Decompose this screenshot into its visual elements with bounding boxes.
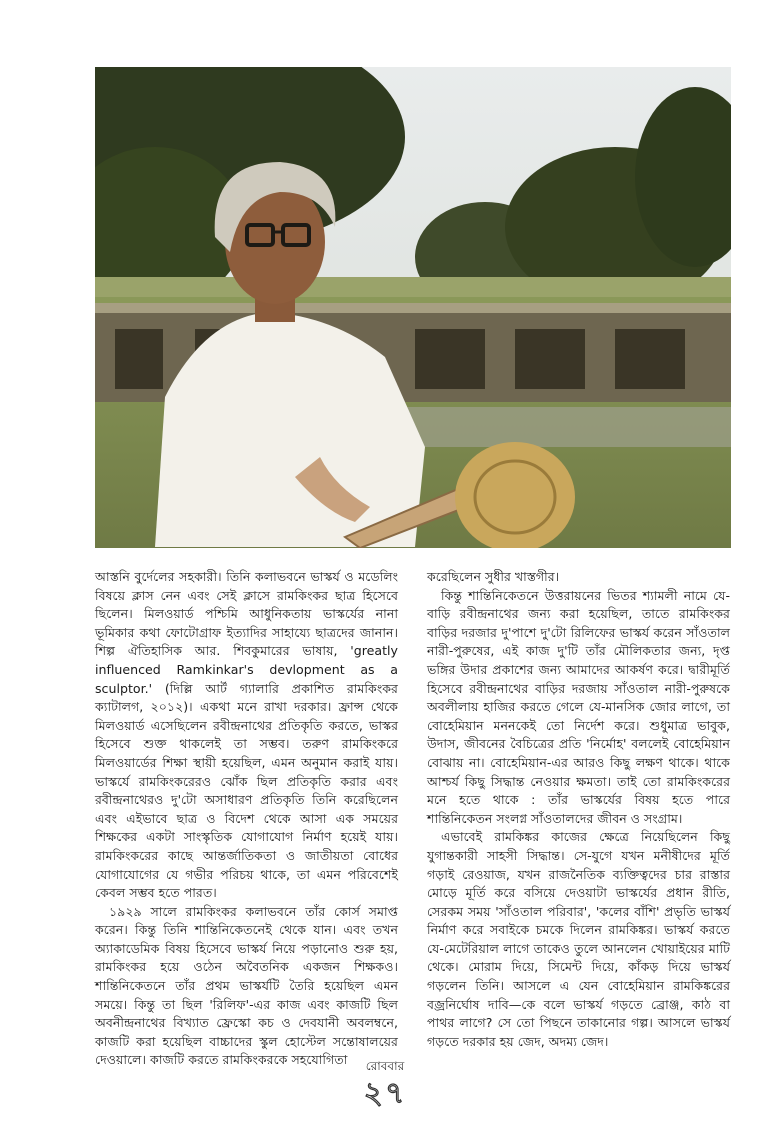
magazine-name: রোববার bbox=[365, 1059, 405, 1073]
left-paragraph-1: আস্তনি বুর্দেলের সহকারী। তিনি কলাভবনে ভাস্কর্য ও মডেলিং বিষয়ে ক্লাস নেন এবং সেই ক্লাসে রামকিংকর ছাত্র হিসেবে ছিলেন। মিলওয়ার্ড পশ্চিমি আধুনিকতায় ভাস্কর্যের নানা ভূমিকার কথা ফোটোগ্রাফ ইত্যাদির সাহায্যে ছাত্রদের জানান। শিল্প ঐতিহাসিক আর. শিবকুমারের ভাষায়, 'greatly influenced Ramkinkar's devlopment as a sculptor.' (দিল্লি আর্ট গ্যালারি প্রকাশিত রামকিংকর ক্যাটালগ, ২০১২)। একথা মনে রাখা দরকার। ফ্রান্স থেকে মিলওয়ার্ড এসেছিলেন রবীন্দ্রনাথের প্রতিকৃতি করতে, ভাস্কর হিসেবে শুক্ত থাকলেই তা সম্ভব। তরুণ রামকিংকরে মিলওয়ার্ডের শিক্ষা স্থায়ী হয়েছিল, এমন অনুমান করাই যায়। ভাস্কর্যে রামকিংকরেরও ঝোঁক ছিল প্রতিকৃতি করার এবং রবীন্দ্রনাথেরও দু'টো অসাধারণ প্রতিকৃতি তিনি করেছিলেন এবং এইভাবে ছাত্র ও বিদেশ থেকে আসা এক সময়ের শিক্ষকের একটা সাংস্কৃতিক যোগাযোগ নির্মাণ হয়েই যায়। রামকিংকরের কাছে আন্তর্জাতিকতা ও জাতীয়তা বোধের যোগাযোগের যে গভীর পরিচয় থাকে, তা এমন পরিবেশেই কেবল সম্ভব হতে পারত। bbox=[95, 569, 398, 901]
right-column bbox=[427, 568, 730, 1051]
right-paragraph-2: কিন্তু শান্তিনিকেতনে উত্তরায়নের ভিতর শ্যামলী নামে যে-বাড়ি রবীন্দ্রনাথের জন্য করা হয়েছিল, তাতে রামকিংকর বাড়ির দরজার দু'পাশে দু'টো রিলিফের ভাস্কর্য করেন সাঁওতাল নারী-পুরুষের, এই কাজ দু'টি তাঁর মৌলিকতার জন্য, দৃপ্ত ভঙ্গির উদার প্রকাশের জন্য আমাদের আকর্ষণ করে। দ্বারীমূর্তি হিসেবে রবীন্দ্রনাথের বাড়ির দরজায় সাঁওতাল নারী-পুরুষকে অবলীলায় হাজির করতে গেলে যে-মানসিক জোর লাগে, তা বোহেমিয়ান মননকেই তো নির্দেশ করে। শুধুমাত্র ভাবুক, উদাস, জীবনের বৈচিত্রের প্রতি 'নির্মোহ' বললেই বোহেমিয়ান বোঝায় না। বোহেমিয়ান-এর আরও কিছু লক্ষণ থাকে। থাকে আশ্চর্য কিছু সিদ্ধান্ত নেওয়ার ক্ষমতা। তাই তো রামকিংকরের মনে হতে থাকে : তাঁর ভাস্কর্যের বিষয় হতে পারে শান্তিনিকেতন সংলগ্ন সাঁওতালদের জীবন ও সংগ্রাম। bbox=[427, 587, 730, 826]
right-paragraph-3: এভাবেই রামকিঙ্কর কাজের ক্ষেত্রে নিয়েছিলেন কিছু যুগান্তকারী সাহসী সিদ্ধান্ত। সে-যুগে যখন মনীষীদের মূর্তি গড়াই রেওয়াজ, যখন রাজনৈতিক ব্যক্তিত্বদের চার রাস্তার মোড়ে মূর্তি করে বসিয়ে দেওয়াটা ভাস্কর্যের প্রধান রীতি, সেরকম সময় 'সাঁওতাল পরিবার', 'কলের বাঁশি' প্রভৃতি ভাস্কর্য নির্মাণ করে সবাইকে চমকে দিলেন রামকিঙ্কর। ভাস্কর্য করতে যে-মেটেরিয়াল লাগে তাকেও তুলে আনলেন খোয়াইয়ের মাটি থেকে। মোরাম দিয়ে, সিমেন্ট দিয়ে, কাঁকড় দিয়ে ভাস্কর্য গড়লেন তিনি। আসলে এ যেন বোহেমিয়ান রামকিঙ্করের বজ্রনির্ঘোষ দাবি—কে বলে ভাস্কর্য গড়তে ব্রোঞ্জ, কাঠ বা পাথর লাগে? সে তো পিছনে তাকানোর গল্প। আসলে ভাস্কর্য গড়তে দরকার হয় জেদ, অদম্য জেদ। bbox=[427, 829, 730, 1049]
right-paragraph-1: করেছিলেন সুধীর খাস্তগীর। bbox=[427, 569, 560, 584]
article-photo bbox=[95, 67, 731, 548]
page-footer bbox=[0, 1058, 770, 1110]
left-column bbox=[95, 568, 398, 1070]
photo-illustration bbox=[95, 67, 731, 548]
left-paragraph-2: ১৯২৯ সালে রামকিংকর কলাভবনে তাঁর কোর্স সমাপ্ত করেন। কিন্তু তিনি শান্তিনিকেতনেই থেকে যান। এবং তখন অ্যাকাডেমিক বিষয় হিসেবে ভাস্কর্য নিয়ে পড়ানোও শুরু হয়, রামকিংকর হয়ে ওঠেন অবৈতনিক একজন শিক্ষকও। শান্তিনিকেতনে তাঁর প্রথম ভাস্কর্যটি তৈরি হয়েছিল এমন সময়ে। কিন্তু তা ছিল 'রিলিফ'-এর কাজ এবং কাজটি ছিল অবনীন্দ্রনাথের বিখ্যাত ফ্রেস্কো কচ ও দেবযানী অবলম্বনে, কাজটি করা হয়েছিল বাচ্চাদের স্কুল হোস্টেল সন্তোষালয়ের দেওয়ালে। কাজটি করতে রামকিংকরকে সহযোগিতা bbox=[95, 903, 398, 1068]
page-number: ২৭ bbox=[363, 1076, 407, 1111]
